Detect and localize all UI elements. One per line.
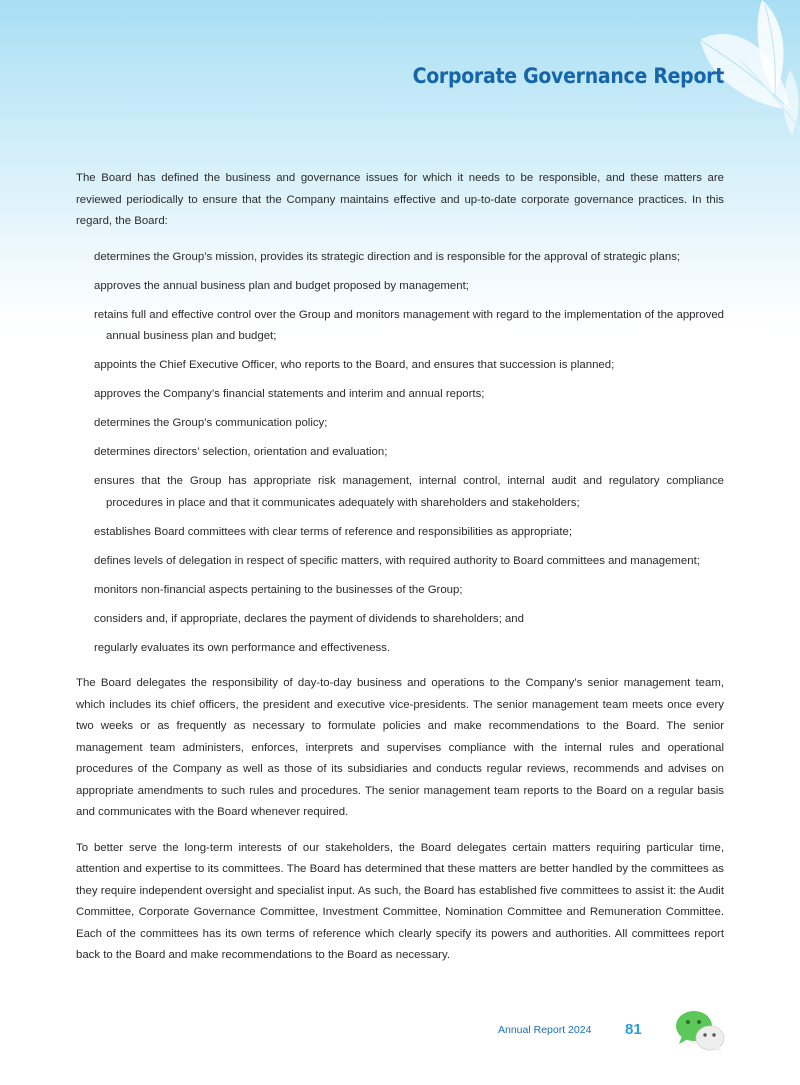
list-item: appoints the Chief Executive Officer, who reports to the Board, and ensures that succession is planned;	[94, 359, 615, 371]
list-item: establishes Board committees with clear terms of reference and responsibilities as appropriate;	[94, 525, 573, 538]
board-duties-list	[76, 247, 724, 660]
committees-paragraph: To better serve the long-term interests of our stakeholders, the Board delegates certain matters requiring particular time, attention and expertise to its committees. The Board has determined that these matters are better handled by the committees as they require independent oversight and specialist input. As such, the Board has established five committees to assist it: the Audit Committee, Corporate Governance Committee, Investment Committee, Nomination Committee and Remuneration Committee. Each of the committees has its own terms of reference which clearly specify its powers and authorities. All committees report back to the Board and make recommendations to the Board as necessary.	[76, 841, 724, 961]
list-item: determines the Group’s mission, provides its strategic direction and is responsible for the approval of strategic plans;	[94, 250, 681, 263]
list-item: retains full and effective control over the Group and monitors management with regard to the implementation of the approved annual business plan and budget;	[94, 308, 724, 342]
list-item: approves the Company’s financial statements and interim and annual reports;	[94, 388, 485, 400]
list-item: ensures that the Group has appropriate risk management, internal control, internal audit and regulatory compliance procedures in place and that it communicates adequately with shareholders and stakeholders;	[94, 475, 724, 509]
delegation-paragraph: The Board delegates the responsibility of day-to-day business and operations to the Company’s senior management team, which includes its chief officers, the president and executive vice-presidents. The senior management team meets once every two weeks or as frequently as necessary to formulate policies and make recommendations to the Board. The senior management team administers, enforces, interprets and supervises compliance with the internal rules and operational procedures of the Company as well as those of its subsidiaries and conducts regular reviews, recommends and advises on appropriate amendments to such rules and procedures. The senior management team reports to the Board on a regular basis and communicates with the Board whenever required.	[76, 677, 724, 818]
list-item: defines levels of delegation in respect of specific matters, with required authority to Board committees and management;	[94, 554, 700, 567]
list-item: determines directors’ selection, orientation and evaluation;	[94, 446, 388, 458]
list-item: regularly evaluates its own performance and effectiveness.	[94, 641, 391, 654]
main-content	[76, 168, 724, 981]
list-item: approves the annual business plan and budget proposed by management;	[94, 279, 469, 292]
footer-report-label: Annual Report 2024	[498, 1024, 592, 1036]
page-number: 81	[625, 1021, 642, 1038]
intro-paragraph: The Board has defined the business and governance issues for which it needs to be responsible, and these matters are reviewed periodically to ensure that the Company maintains effective and up-to-date corporate governance practices. In this regard, the Board:	[76, 172, 724, 227]
page-title: Corporate Governance Report	[412, 64, 724, 88]
list-item: determines the Group’s communication policy;	[94, 417, 328, 429]
chat-bubbles-icon	[674, 1010, 726, 1052]
list-item: considers and, if appropriate, declares the payment of dividends to shareholders; and	[94, 612, 524, 625]
list-item: monitors non-financial aspects pertaining to the businesses of the Group;	[94, 583, 463, 596]
